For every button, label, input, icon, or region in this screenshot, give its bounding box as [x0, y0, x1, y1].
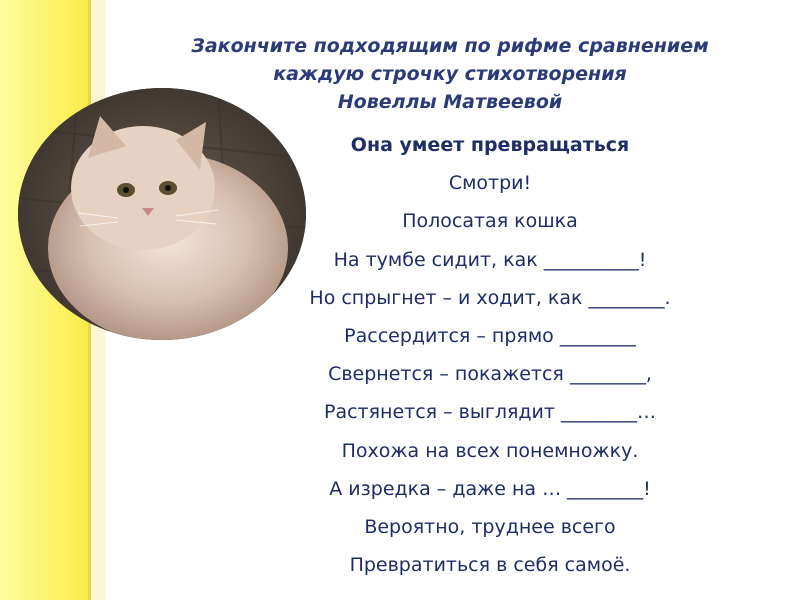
poem-line: Но спрыгнет – и ходит, как ________. — [309, 286, 671, 309]
poem-title: Она умеет превращаться — [350, 134, 630, 156]
slide-heading — [150, 32, 750, 116]
poem-line: Превратиться в себя самоё. — [349, 554, 631, 577]
poem — [270, 130, 710, 588]
poem-line: Вероятно, труднее всего — [364, 515, 616, 538]
poem-line: На тумбе сидит, как __________! — [333, 248, 647, 271]
slide-heading-line: Закончите подходящим по рифме сравнением — [191, 35, 709, 57]
poem-line: Полосатая кошка — [402, 210, 578, 233]
poem-line: Свернется – покажется ________, — [328, 363, 652, 386]
slide-heading-line: Новеллы Матвеевой — [337, 91, 563, 113]
slide-heading-line: каждую строчку стихотворения — [273, 63, 627, 85]
poem-line: Растянется – выглядит ________… — [323, 401, 657, 424]
poem-line: Похожа на всех понемножку. — [341, 439, 639, 462]
poem-line: Рассердится – прямо ________ — [344, 324, 636, 347]
poem-line: А изредка – даже на … ________! — [329, 477, 651, 500]
cat-photo — [18, 88, 306, 340]
poem-line: Смотри! — [448, 172, 532, 195]
